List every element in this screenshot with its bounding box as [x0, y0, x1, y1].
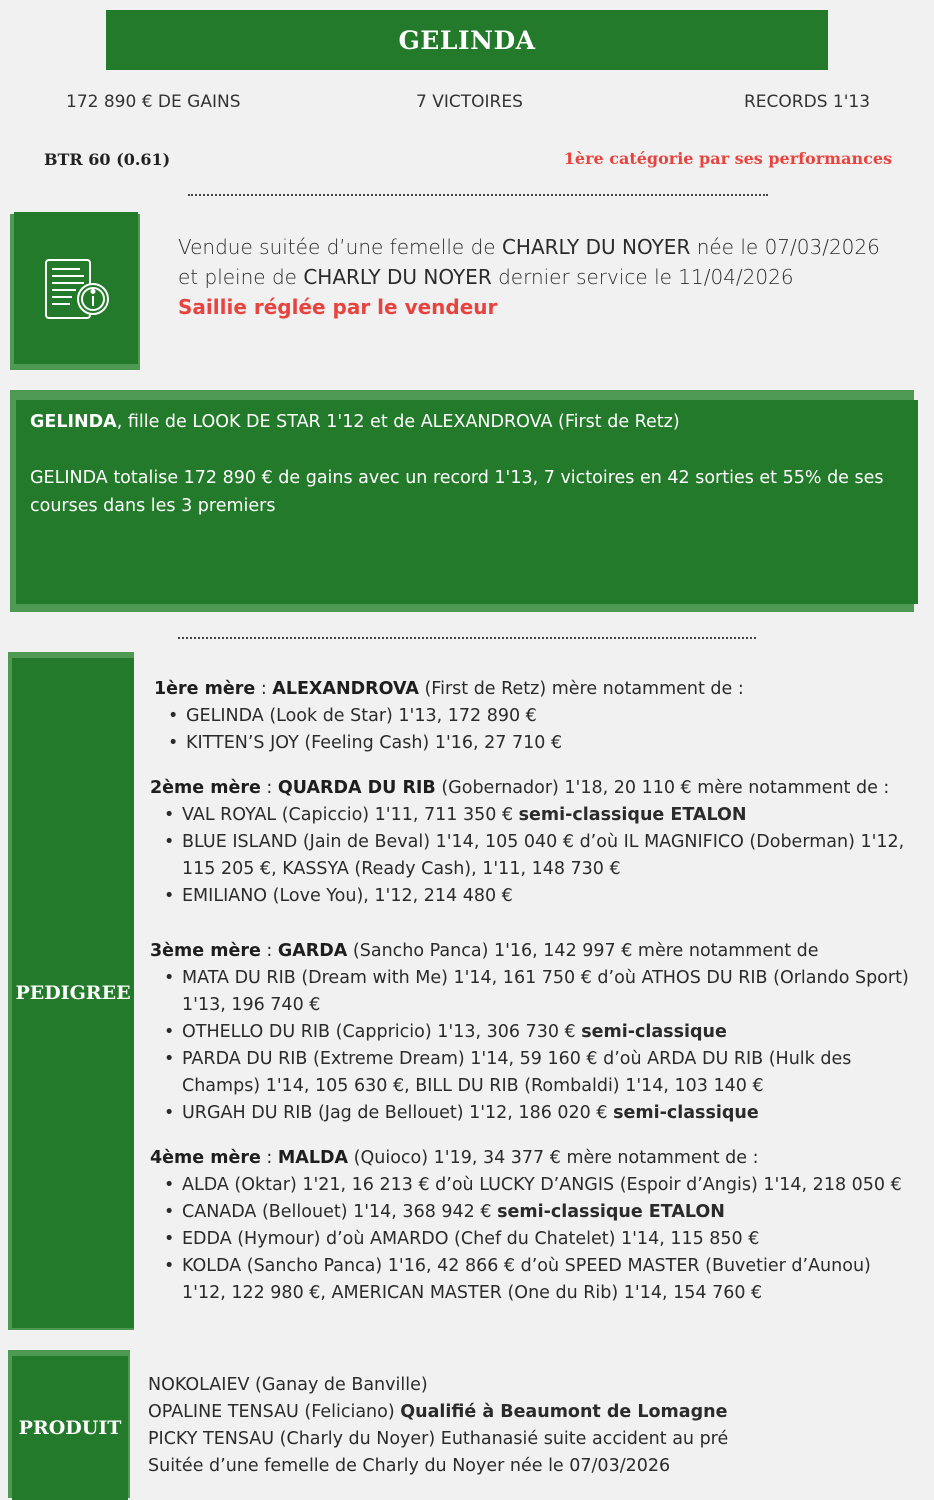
text: BLUE ISLAND (Jain de Beval) 1'14, 105 040 € d’où IL MAGNIFICO (Doberman) 1'12, 115 205 €, KASSYA (Ready Cash), 1'11, 148 730 € [182, 832, 905, 879]
mere-block-2 [150, 775, 920, 910]
mere-name: QUARDA DU RIB [277, 778, 436, 798]
text: dernier service le 11/04/2026 [491, 265, 794, 289]
text: OTHELLO DU RIB (Cappricio) 1'13, 306 730 € [182, 1022, 582, 1042]
mere-rank: 4ème mère [150, 1148, 261, 1168]
list-item [162, 802, 920, 829]
text: : [260, 941, 278, 961]
list-item [162, 829, 920, 883]
mere-heading [150, 1145, 920, 1172]
highlight: semi-classique ETALON [497, 1202, 725, 1222]
list-item [162, 1019, 920, 1046]
summary-text [30, 408, 910, 548]
list-item [162, 1100, 920, 1127]
list-item [148, 1426, 728, 1453]
text: URGAH DU RIB (Jag de Bellouet) 1'12, 186 020 € [182, 1103, 614, 1123]
text: EDDA (Hymour) d’où AMARDO (Chef du Chatelet) 1'14, 115 850 € [182, 1229, 760, 1249]
horse-name: GELINDA [30, 412, 117, 432]
list-item [162, 1172, 920, 1199]
text: : [260, 778, 278, 798]
text: (First de Retz) mère notamment de : [418, 679, 744, 699]
text: née le 07/03/2026 [690, 235, 880, 259]
mere-block-4 [150, 1145, 920, 1307]
stat-records: RECORDS 1'13 [744, 92, 871, 112]
produit-list [148, 1372, 728, 1480]
text: EMILIANO (Love You), 1'12, 214 480 € [182, 886, 513, 906]
saillie-note: Saillie réglée par le vendeur [178, 295, 498, 319]
pedigree-label: PEDIGREE [12, 658, 134, 1328]
text: MATA DU RIB (Dream with Me) 1'14, 161 750 € d’où ATHOS DU RIB (Orlando Sport) 1'13, 196 740 € [182, 968, 909, 1015]
dotted-divider [178, 637, 756, 639]
btr-rating: BTR 60 (0.61) [44, 150, 171, 169]
offspring-list [150, 965, 920, 1127]
list-item [166, 703, 920, 730]
text: Vendue suitée d’une femelle de [178, 235, 502, 259]
category-label: 1ère catégorie par ses performances [563, 149, 892, 168]
list-item [162, 883, 920, 910]
text: CANADA (Bellouet) 1'14, 368 942 € [182, 1202, 498, 1222]
mere-name: MALDA [277, 1148, 349, 1168]
offspring-list [150, 1172, 920, 1307]
mere-rank: 2ème mère [150, 778, 261, 798]
mere-name: ALEXANDROVA [272, 679, 419, 699]
sale-info-line-1 [178, 232, 880, 262]
stat-victoires: 7 VICTOIRES [416, 92, 523, 112]
list-item [148, 1372, 728, 1399]
list-item [148, 1453, 728, 1480]
text: GELINDA (Look de Star) 1'13, 172 890 € [186, 706, 537, 726]
produit-label: PRODUIT [12, 1356, 128, 1500]
list-item [162, 1046, 920, 1100]
list-item [166, 730, 920, 757]
text: (Quioco) 1'19, 34 377 € mère notamment de : [348, 1148, 759, 1168]
list-item [162, 1226, 920, 1253]
summary-line-2: GELINDA totalise 172 890 € de gains avec un record 1'13, 7 victoires en 42 sorties et 55% de ses courses dans les 3 premiers [30, 468, 884, 516]
summary-line-1 [30, 408, 910, 436]
text: Suitée d’une femelle de Charly du Noyer née le 07/03/2026 [148, 1456, 671, 1476]
offspring-list [154, 703, 920, 757]
mere-block-1 [150, 676, 920, 757]
text: VAL ROYAL (Capiccio) 1'11, 711 350 € [182, 805, 519, 825]
sale-info [178, 232, 880, 322]
list-item [162, 1253, 920, 1307]
stallion-name: CHARLY DU NOYER [303, 265, 492, 289]
mere-heading [154, 676, 920, 703]
mere-rank: 3ème mère [150, 941, 261, 961]
page-title: GELINDA [106, 10, 828, 70]
stallion-name: CHARLY DU NOYER [501, 235, 691, 259]
text: et pleine de [178, 265, 304, 289]
sale-info-line-2 [178, 262, 880, 292]
mere-heading [150, 775, 920, 802]
dotted-divider [188, 194, 768, 196]
highlight: semi-classique ETALON [518, 805, 747, 825]
text: KOLDA (Sancho Panca) 1'16, 42 866 € d’où SPEED MASTER (Buvetier d’Aunou) 1'12, 122 980 €, AMERICAN MASTER (One du Rib) 1'14, 154 760 € [182, 1256, 871, 1303]
text: PICKY TENSAU (Charly du Noyer) Euthanasié suite accident au pré [148, 1429, 729, 1449]
text: PARDA DU RIB (Extreme Dream) 1'14, 59 160 € d’où ARDA DU RIB (Hulk des Champs) 1'14, 105 630 €, BILL DU RIB (Rombaldi) 1'14, 103 140 € [182, 1049, 852, 1096]
text: , fille de LOOK DE STAR 1'12 et de ALEXANDROVA (First de Retz) [116, 412, 680, 432]
text: : [260, 1148, 278, 1168]
text: NOKOLAIEV (Ganay de Banville) [148, 1375, 428, 1395]
text: (Sancho Panca) 1'16, 142 997 € mère notamment de [347, 941, 819, 961]
mere-rank: 1ère mère [154, 679, 256, 699]
text: : [255, 679, 273, 699]
document-info-icon [14, 212, 138, 364]
highlight: semi-classique [581, 1022, 727, 1042]
highlight: Qualifié à Beaumont de Lomagne [400, 1402, 728, 1422]
highlight: semi-classique [613, 1103, 759, 1123]
info-box [14, 212, 138, 364]
text: KITTEN’S JOY (Feeling Cash) 1'16, 27 710 € [186, 733, 563, 753]
list-item [162, 965, 920, 1019]
text: (Gobernador) 1'18, 20 110 € mère notamment de : [435, 778, 890, 798]
stat-gains: 172 890 € DE GAINS [66, 92, 241, 112]
mere-heading [150, 938, 920, 965]
offspring-list [150, 802, 920, 910]
text: ALDA (Oktar) 1'21, 16 213 € d’où LUCKY D’ANGIS (Espoir d’Angis) 1'14, 218 050 € [182, 1175, 902, 1195]
list-item [148, 1399, 728, 1426]
pedigree-content [150, 676, 920, 1325]
mere-block-3 [150, 938, 920, 1127]
mere-name: GARDA [277, 941, 348, 961]
text: OPALINE TENSAU (Feliciano) [148, 1402, 401, 1422]
list-item [162, 1199, 920, 1226]
